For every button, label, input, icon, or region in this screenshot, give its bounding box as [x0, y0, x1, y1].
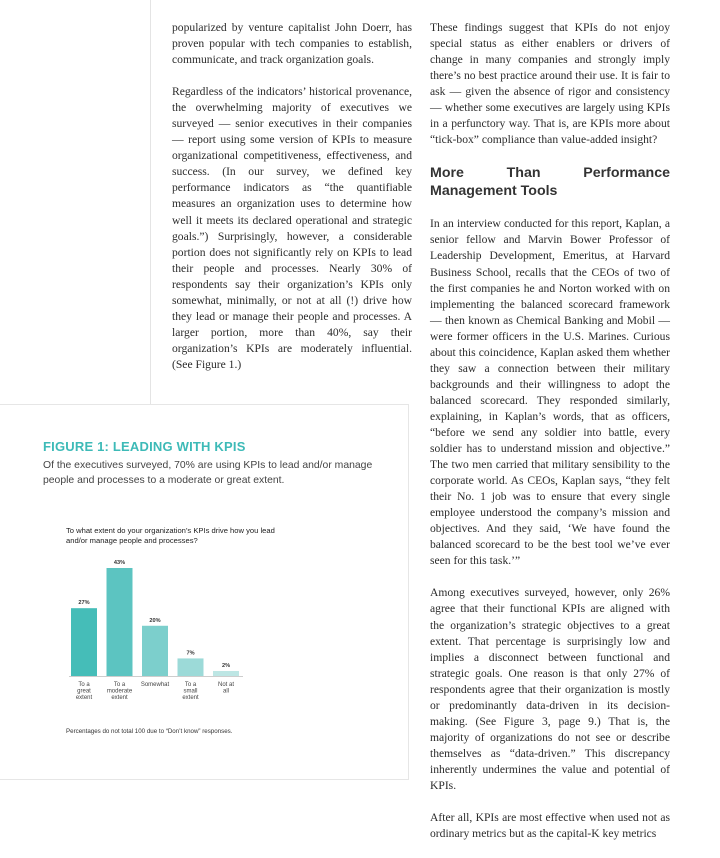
category-label: extent: [182, 695, 199, 701]
category-label: small: [183, 688, 198, 695]
figure-title: FIGURE 1: LEADING WITH KPIS: [43, 439, 246, 454]
chart-title: To what extent do your organization’s KPIs drive how you lead and/or manage people and processes?: [66, 526, 275, 545]
bar-chart: [0, 405, 408, 779]
category-label: Somewhat: [140, 682, 170, 688]
body-paragraph: Among executives surveyed, however, only 26% agree that their functional KPIs are aligned with the organization’s strategic objectives to a great extent. That percentage is surprisingly low and implies a disconnect between functional and strategic goals. One reason is that only 27% of respondents agree that their organization is mostly or predominantly data-driven in its decision-making. (See Figure 3, page 9.) That is, the majority of organizations do not see or describe themselves as “data-driven.” This discrepancy inherently undermines the value and potential of KPIs.: [430, 586, 670, 792]
bar-value-label: 7%: [186, 650, 195, 657]
column-divider: [150, 0, 151, 404]
chart-footnote: Percentages do not total 100 due to “Don’t know” responses.: [66, 728, 233, 735]
bar-3: [178, 658, 204, 676]
category-label: all: [222, 688, 230, 695]
category-label: To a: [184, 682, 197, 688]
category-label: extent: [75, 695, 93, 701]
figure-subtitle: Of the executives surveyed, 70% are using KPIs to lead and/or manage people and processes to a moderate or great extent.: [43, 460, 373, 486]
category-label: Not at: [217, 682, 235, 688]
left-column: [172, 20, 412, 389]
body-paragraph: These findings suggest that KPIs do not enjoy special status as either enablers or drivers of change in many companies and strongly imply there’s no best practice around their use. It is fair to ask — given the absence of rigor and consistency — whether some executives are largely using KPIs in a perfunctory way. That is, are KPIs more about “tick-box” compliance than value-added insight?: [430, 21, 670, 147]
section-heading: More Than Performance Management Tools: [430, 165, 670, 200]
category-label: great: [77, 688, 91, 695]
bar-1: [107, 568, 133, 676]
category-label: moderate: [106, 688, 133, 695]
body-paragraph: popularized by venture capitalist John Doerr, has proven popular with tech companies to establish, communicate, and track organization goals.: [172, 21, 412, 67]
bar-4: [213, 671, 239, 676]
body-paragraph: Regardless of the indicators’ historical provenance, the overwhelming majority of executives we surveyed — senior executives in their companies — report using some version of KPIs to measure organizational competitiveness, effectiveness, and success. (In our survey, we defined key performance indicators as “the quantifiable measures an organization uses to determine how well it meets its declared operational and strategic goals.”) Surprisingly, however, a considerable portion does not significantly rely on KPIs to lead their people and processes. Nearly 30% of respondents say their organization’s KPIs only somewhat, minimally, or not at all (!) drive how they lead or manage their people and processes. A larger portion, more than 40%, say their organization’s KPIs are moderately influential. (See Figure 1.): [172, 85, 412, 371]
body-paragraph: In an interview conducted for this report, Kaplan, a senior fellow and Marvin Bower Professor of Leadership Development, Emeritus, at Harvard Business School, recalls that the CEOs of two of the first companies he and Norton worked with on implementing the balanced scorecard framework — then known as Chemical Banking and Mobil — were former officers in the U.S. Marines. Curious about this coincidence, Kaplan asked them whether they saw a connection between their military backgrounds and their willingness to adopt the balanced scorecard. They responded similarly, explaining, in Kaplan’s words, that as officers, “before we send any soldier into battle, every soldier has to understand mission and objective.” The two men carried that military sensibility to the corporate world. As CEOs, Kaplan says, “they felt their No. 1 job was to ensure that every single employee understood the company’s mission and objectives. And they said, ‘We have found the balanced scorecard to be the best tool we’ve ever seen for this task.’”: [430, 217, 670, 568]
body-paragraph: After all, KPIs are most effective when used not as ordinary metrics but as the capital-K key metrics: [430, 811, 670, 841]
category-label: To a: [113, 682, 126, 688]
bar-0: [71, 608, 97, 676]
bar-value-label: 2%: [221, 662, 231, 669]
bar-2: [142, 626, 168, 676]
figure-1: [0, 404, 409, 780]
category-label: To a: [78, 682, 90, 688]
bar-value-label: 43%: [113, 560, 126, 566]
bar-value-label: 20%: [149, 617, 161, 624]
category-label: extent: [111, 695, 128, 701]
bar-value-label: 27%: [78, 600, 90, 607]
right-column: [430, 20, 670, 858]
